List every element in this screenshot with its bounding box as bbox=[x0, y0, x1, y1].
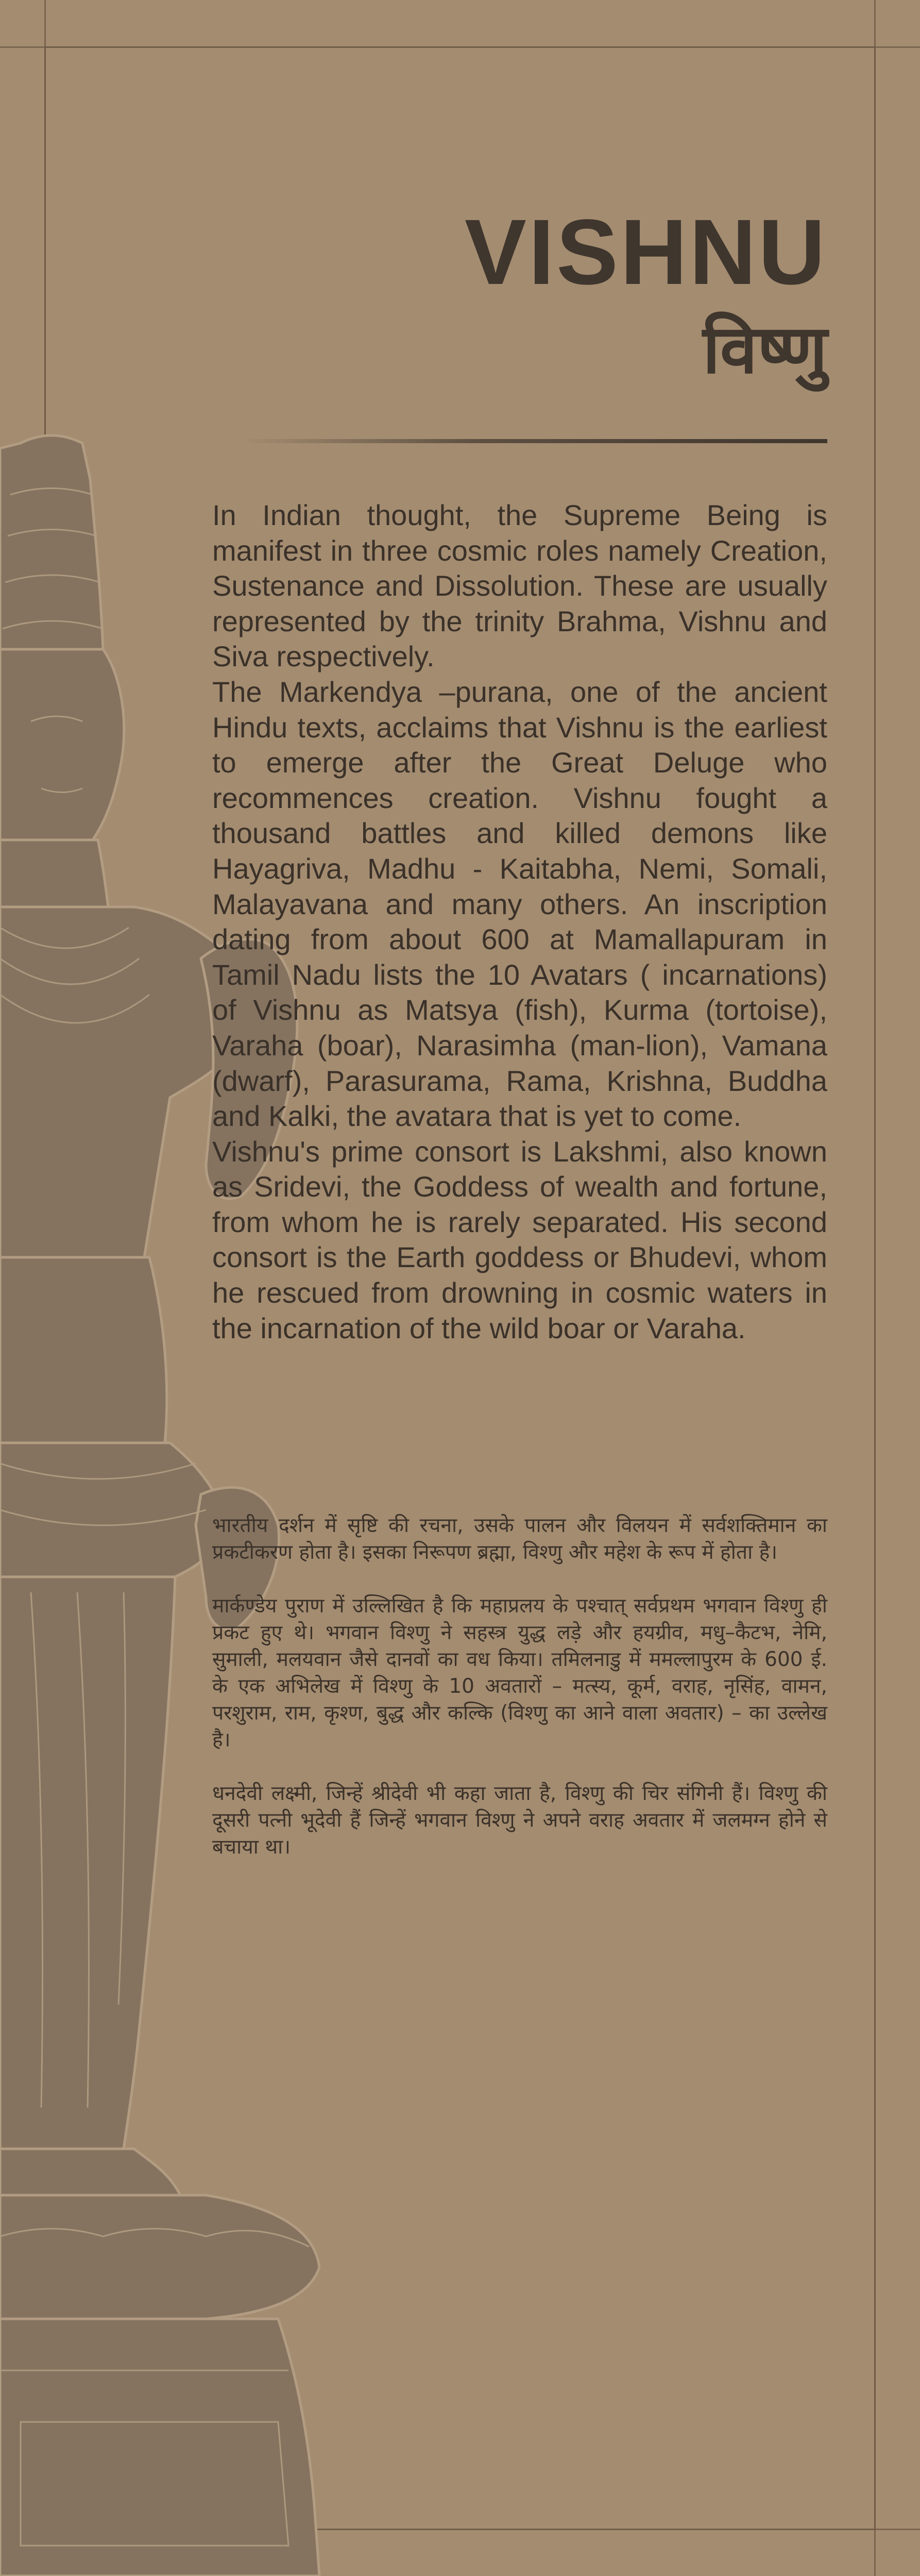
head-shape bbox=[0, 649, 124, 840]
crown-shape bbox=[0, 435, 103, 649]
hindi-paragraph-1: भारतीय दर्शन में सृष्टि की रचना, उसके पालन और विलयन में सर्वशक्तिमान का प्रकटीकरण होता है। इसका निरूपण ब्रह्मा, विश्णु और महेश के रूप में होता है। bbox=[212, 1514, 827, 1564]
feet-shape bbox=[0, 2149, 180, 2195]
english-description bbox=[212, 498, 827, 1346]
neck-shape bbox=[0, 840, 108, 907]
border-line-right-bottom bbox=[874, 2530, 876, 2576]
pedestal-shape bbox=[0, 2319, 319, 2576]
page-title-english: VISHNU bbox=[464, 200, 827, 304]
torso-shape bbox=[0, 1257, 167, 1443]
border-line-top-left bbox=[0, 46, 44, 48]
waist-shape bbox=[0, 1443, 227, 1577]
english-paragraph-1: In Indian thought, the Supreme Being is manifest in three cosmic roles namely Creation, Sustenance and Dissolution. These are usually represented by the trinity Brahma, Vishnu and Siva respectively. bbox=[212, 499, 827, 673]
hindi-paragraph-3: धनदेवी लक्ष्मी, जिन्हें श्रीदेवी भी कहा जाता है, विश्णु की चिर संगिनी हैं। विश्णु की दूसरी पत्नी भूदेवी हैं जिन्हें भगवान विश्णु ने अपने वराह अवतार में जलमग्न होने से बचाया था। bbox=[212, 1782, 827, 1859]
border-line-left-top bbox=[44, 0, 46, 46]
lotus-base-shape bbox=[0, 2195, 319, 2319]
english-paragraph-3: Vishnu's prime consort is Lakshmi, also known as Sridevi, the Goddess of wealth and fortune, from whom he is rarely separated. His second consort is the Earth goddess or Bhudevi, whom he rescued from drowning in cosmic waters in the incarnation of the wild boar or Varaha. bbox=[212, 1135, 827, 1344]
hindi-description bbox=[212, 1512, 827, 1888]
border-line-top-right bbox=[876, 46, 920, 48]
border-line-right-top bbox=[874, 0, 876, 46]
border-line-bottom-right bbox=[876, 2529, 920, 2530]
hindi-paragraph-2: मार्कण्डेय पुराण में उल्लिखित है कि महाप्रलय के पश्चात् सर्वप्रथम भगवान विश्णु ही प्रकट हुए थे। भगवान विश्णु ने सहस्त्र युद्ध लड़े और हयग्रीव, मधु–कैटभ, नेमि, सुमाली, मलयवान जैसे दानवों का वध किया। तमिलनाडु में ममल्लापुरम के 600 ई. के एक अभिलेख में विश्णु के 10 अवतारों – मत्स्य, कूर्म, वराह, नृसिंह, वामन, परशुराम, राम, कृश्ण, बुद्ध और कल्कि (विश्णु का आने वाला अवतार) – का उल्लेख है। bbox=[212, 1594, 827, 1752]
title-underline-divider bbox=[242, 439, 827, 443]
page-title-hindi: विष्णु bbox=[703, 310, 827, 389]
english-paragraph-2: The Markendya –purana, one of the ancient Hindu texts, acclaims that Vishnu is the earliest to emerge after the Great Deluge who recommences creation. Vishnu fought a thousand battles and killed demons like Hayagriva, Madhu - Kaitabha, Nemi, Somali, Malayavana and many others. An inscription dating from about 600 at Mamallapuram in Tamil Nadu lists the 10 Avatars ( incarnations) of Vishnu as Matsya (fish), Kurma (tortoise), Varaha (boar), Narasimha (man-lion), Vamana (dwarf), Parasurama, Rama, Krishna, Buddha and Kalki, the avatara that is yet to come. bbox=[212, 675, 827, 1133]
